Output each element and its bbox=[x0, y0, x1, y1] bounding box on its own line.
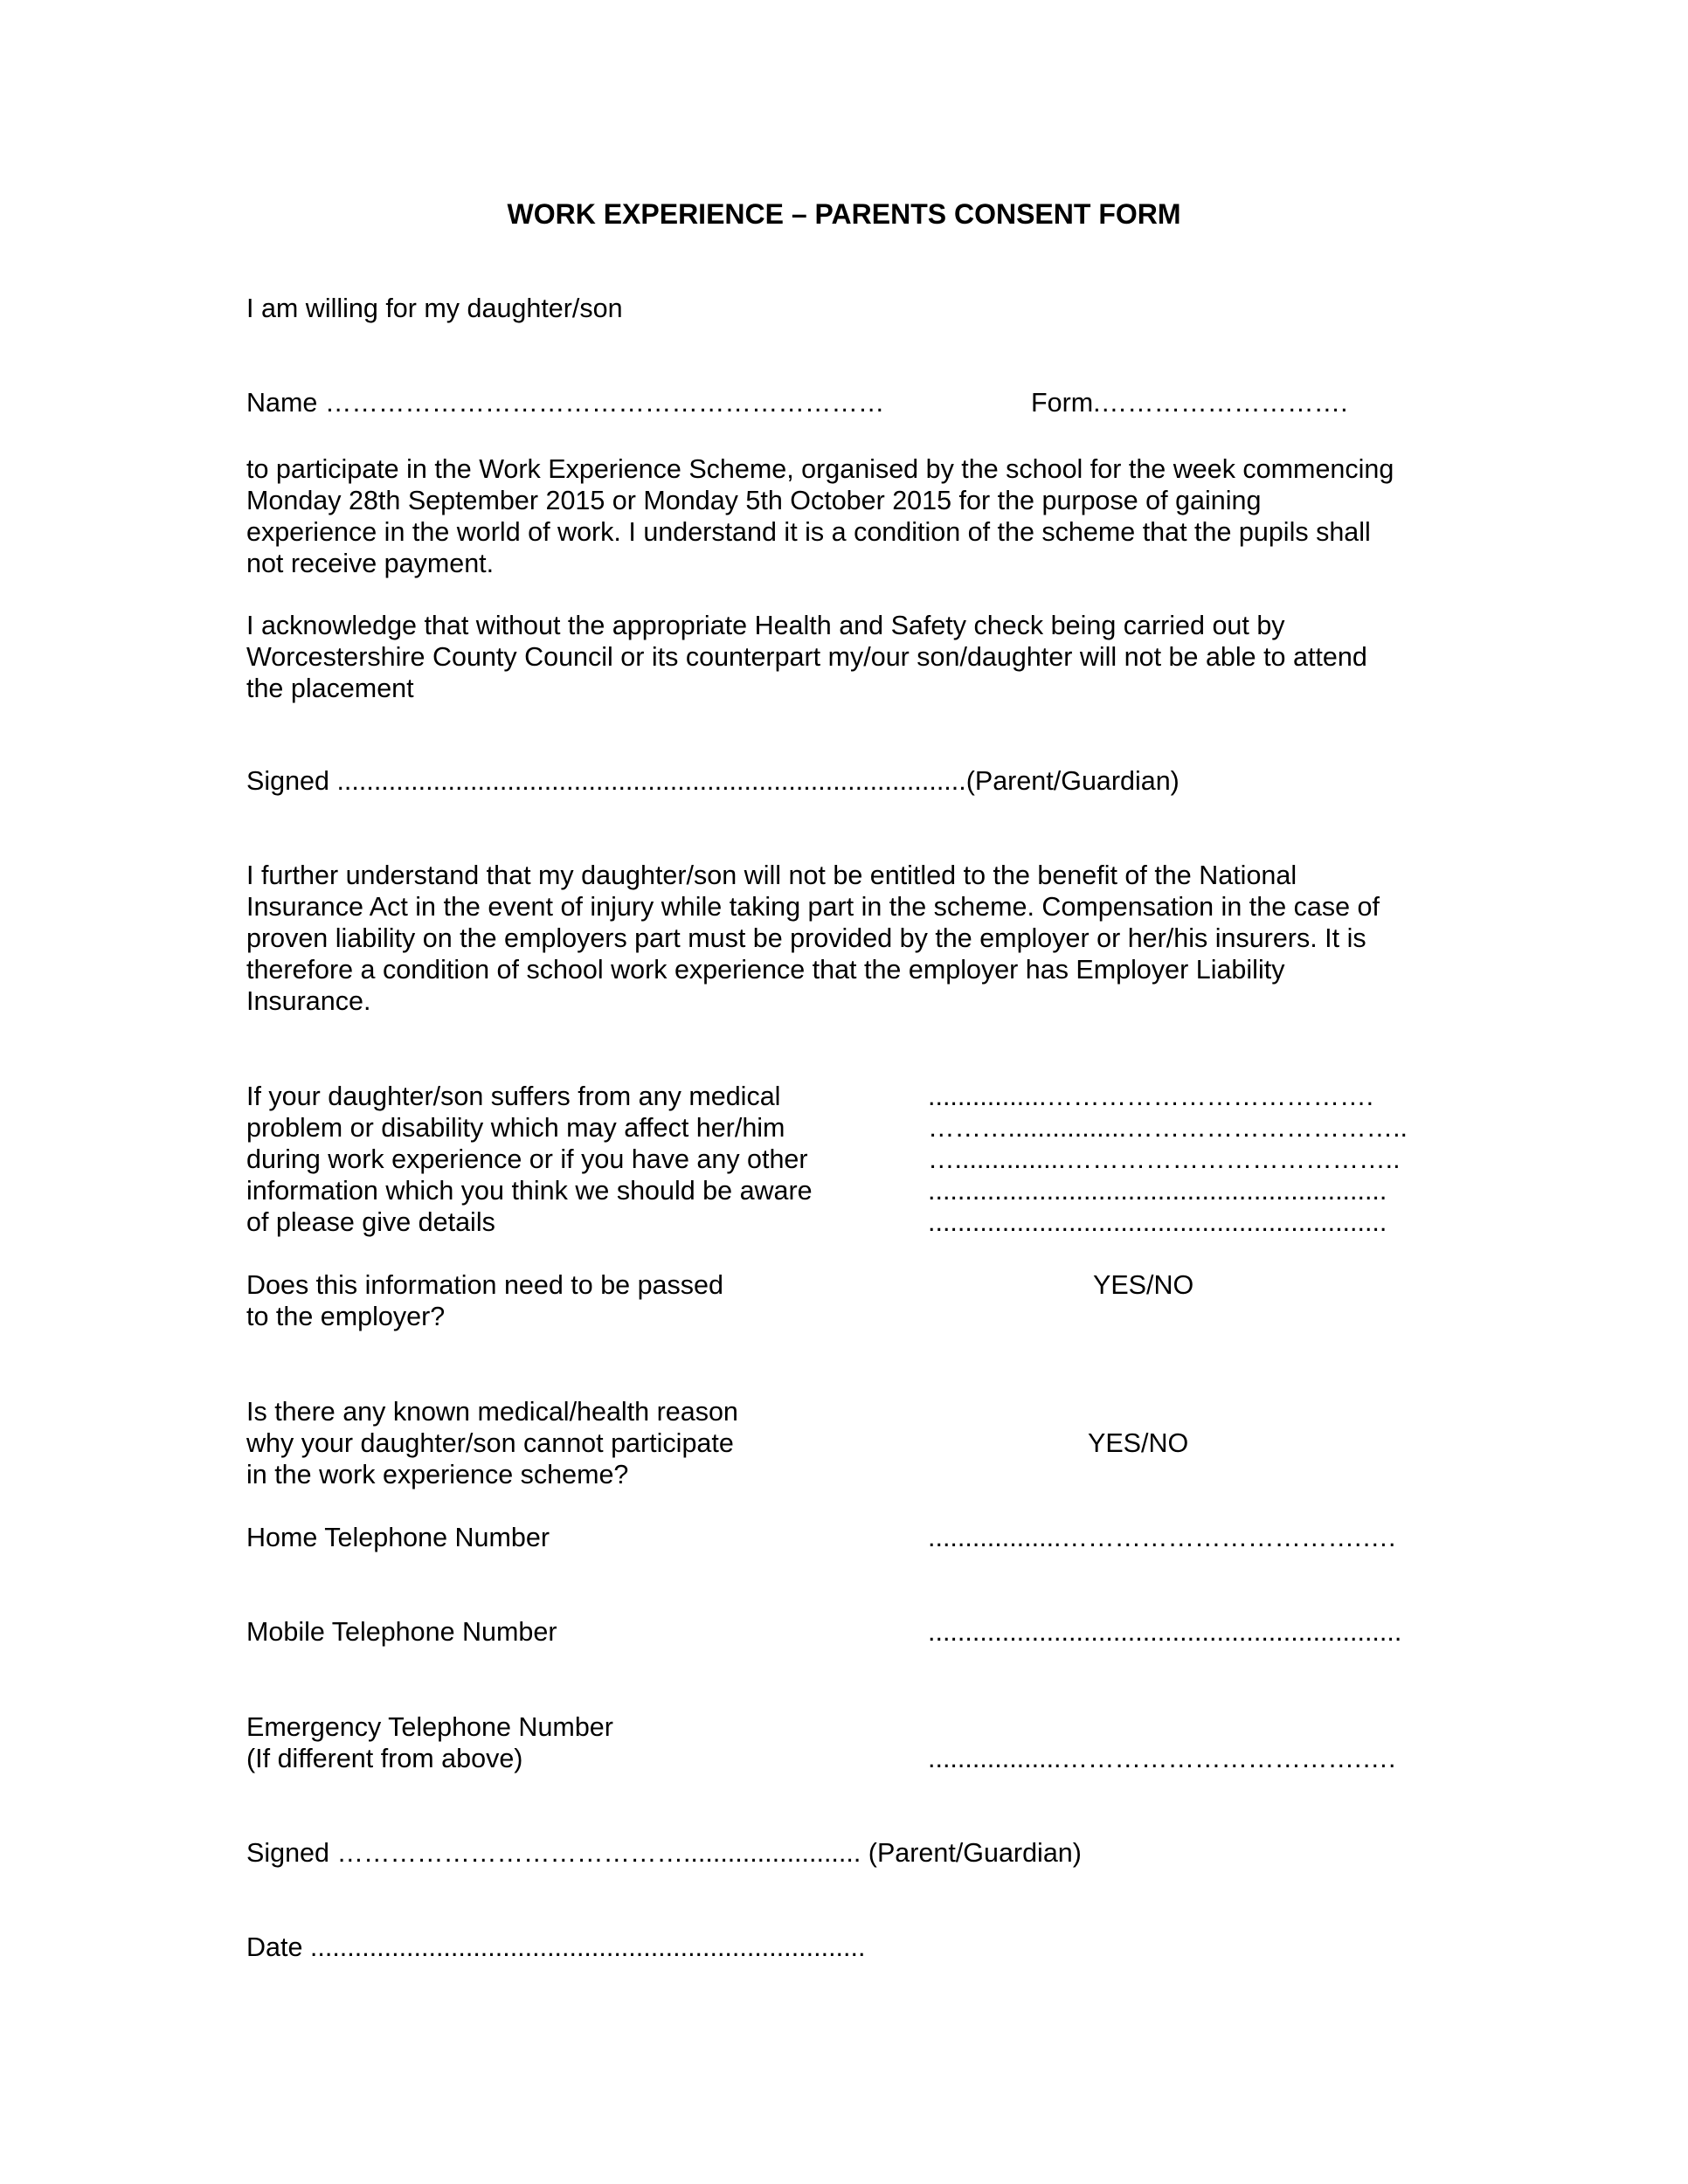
name-field[interactable]: Name ……………………………………………………… bbox=[246, 388, 885, 418]
question-line: in the work experience scheme? bbox=[246, 1460, 629, 1489]
label-line: Emergency Telephone Number bbox=[246, 1712, 613, 1742]
form-title: WORK EXPERIENCE – PARENTS CONSENT FORM bbox=[507, 198, 1181, 230]
question-line: of please give details bbox=[246, 1207, 495, 1237]
insurance-paragraph bbox=[246, 860, 1380, 1017]
question-line: problem or disability which may affect her/him bbox=[246, 1113, 785, 1143]
question-line: Does this information need to be passed bbox=[246, 1270, 723, 1300]
paragraph-line: Insurance. bbox=[246, 986, 371, 1016]
pass-to-employer-yes-no[interactable]: YES/NO bbox=[1093, 1270, 1194, 1300]
question-line: why your daughter/son cannot participate bbox=[246, 1428, 734, 1458]
emergency-telephone-label bbox=[246, 1711, 613, 1774]
answer-line[interactable]: .............................................................. bbox=[928, 1207, 1387, 1237]
parent-signature-line-2[interactable]: Signed …………………………………........................ (Parent/Guardian) bbox=[246, 1838, 1082, 1868]
medical-details-field[interactable] bbox=[928, 1081, 1435, 1238]
mobile-telephone-field[interactable]: ................................................................ bbox=[928, 1617, 1402, 1647]
emergency-telephone-field[interactable]: ..................…………………………….…. bbox=[928, 1744, 1396, 1773]
paragraph-line: proven liability on the employers part must be provided by the employer or her/his insurers. It is bbox=[246, 923, 1366, 953]
home-telephone-label: Home Telephone Number bbox=[246, 1523, 550, 1552]
date-field[interactable]: Date ........................................................................... bbox=[246, 1932, 866, 1962]
question-line: Is there any known medical/health reason bbox=[246, 1397, 738, 1427]
question-line: If your daughter/son suffers from any medical bbox=[246, 1082, 781, 1111]
mobile-telephone-label: Mobile Telephone Number bbox=[246, 1617, 557, 1647]
answer-line[interactable]: …...............……………………………….. bbox=[928, 1144, 1401, 1174]
form-field[interactable]: Form.………………………. bbox=[1031, 388, 1348, 418]
question-line: to the employer? bbox=[246, 1302, 446, 1331]
paragraph-line: Insurance Act in the event of injury while taking part in the scheme. Compensation in the case of bbox=[246, 892, 1380, 922]
parent-signature-line-1[interactable]: Signed .....................................................................................(Parent/Guardian) bbox=[246, 766, 1180, 796]
paragraph-line: experience in the world of work. I understand it is a condition of the scheme that the pupils shall bbox=[246, 517, 1371, 547]
paragraph-line: I acknowledge that without the appropriate Health and Safety check being carried out by bbox=[246, 611, 1285, 640]
question-line: during work experience or if you have any other bbox=[246, 1144, 808, 1174]
paragraph-line: to participate in the Work Experience Scheme, organised by the school for the week commencing bbox=[246, 454, 1394, 484]
medical-question bbox=[246, 1081, 813, 1238]
answer-line[interactable]: ………................………………………….. bbox=[928, 1113, 1408, 1143]
label-line: (If different from above) bbox=[246, 1744, 523, 1773]
paragraph-line: therefore a condition of school work experience that the employer has Employer Liability bbox=[246, 955, 1285, 985]
home-telephone-field[interactable]: ..................…………………………….…. bbox=[928, 1523, 1396, 1552]
participate-paragraph bbox=[246, 453, 1394, 579]
known-reason-yes-no[interactable]: YES/NO bbox=[1088, 1428, 1189, 1458]
answer-line[interactable]: ................………………………………. bbox=[928, 1082, 1374, 1111]
question-line: information which you think we should be aware bbox=[246, 1176, 813, 1206]
known-reason-question bbox=[246, 1396, 738, 1490]
paragraph-line: I further understand that my daughter/son will not be entitled to the benefit of the National bbox=[246, 860, 1297, 890]
paragraph-line: Worcestershire County Council or its counterpart my/our son/daughter will not be able to attend bbox=[246, 642, 1367, 672]
acknowledge-paragraph bbox=[246, 610, 1367, 704]
paragraph-line: Monday 28th September 2015 or Monday 5th October 2015 for the purpose of gaining bbox=[246, 486, 1262, 515]
paragraph-line: the placement bbox=[246, 674, 414, 703]
pass-to-employer-question bbox=[246, 1269, 723, 1332]
answer-line[interactable]: .............................................................. bbox=[928, 1176, 1387, 1206]
paragraph-line: not receive payment. bbox=[246, 549, 495, 578]
intro-text: I am willing for my daughter/son bbox=[246, 294, 623, 323]
